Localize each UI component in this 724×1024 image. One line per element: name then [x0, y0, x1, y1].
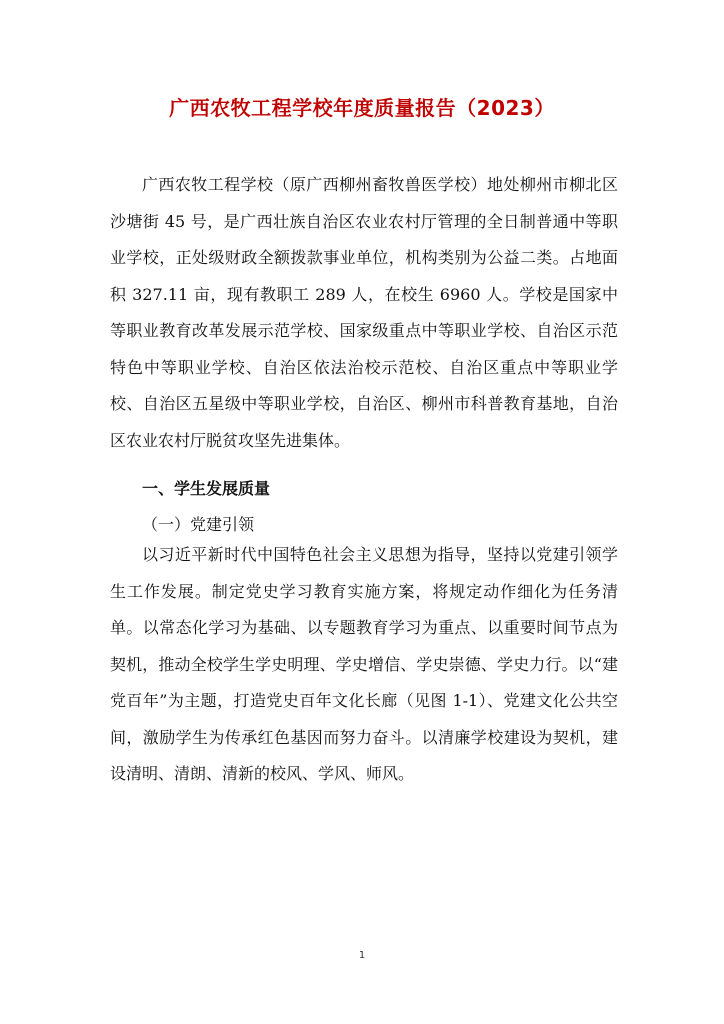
intro-block [110, 167, 618, 459]
document-title: 广西农牧工程学校年度质量报告（2023） [169, 96, 555, 120]
subsection-paragraph: 以习近平新时代中国特色社会主义思想为指导，坚持以党建引领学生工作发展。制定党史学习教育实施方案，将规定动作细化为任务清单。以常态化学习为基础、以专题教育学习为重点、以重要时间节点为契机，推动全校学生学史明理、学史增信、学史崇德、学史力行。以“建党百年”为主题，打造党史百年文化长廊（见图 1-1）、党建文化公共空间，激励学生为传承红色基因而努力奋斗。以清廉学校建设为契机，建设清明、清朗、清新的校风、学风、师风。 [110, 545, 618, 783]
subsection-block [110, 537, 618, 793]
section-heading: 一、学生发展质量 [142, 479, 271, 498]
subsection-heading: （一）党建引领 [142, 515, 255, 534]
page-number: 1 [358, 950, 366, 961]
intro-paragraph: 广西农牧工程学校（原广西柳州畜牧兽医学校）地处柳州市柳北区沙塘街 45 号，是广西壮族自治区农业农村厅管理的全日制普通中等职业学校，正处级财政全额拨款事业单位，机构类别为公益二类。占地面积 327.11 亩，现有教职工 289 人，在校生 6960 人。学校是国家中等职业教育改革发展示范学校、国家级重点中等职业学校、自治区示范特色中等职业学校、自治区依法治校示范校、自治区重点中等职业学校、自治区五星级中等职业学校，自治区、柳州市科普教育基地，自治区农业农村厅脱贫攻坚先进集体。 [110, 175, 618, 450]
